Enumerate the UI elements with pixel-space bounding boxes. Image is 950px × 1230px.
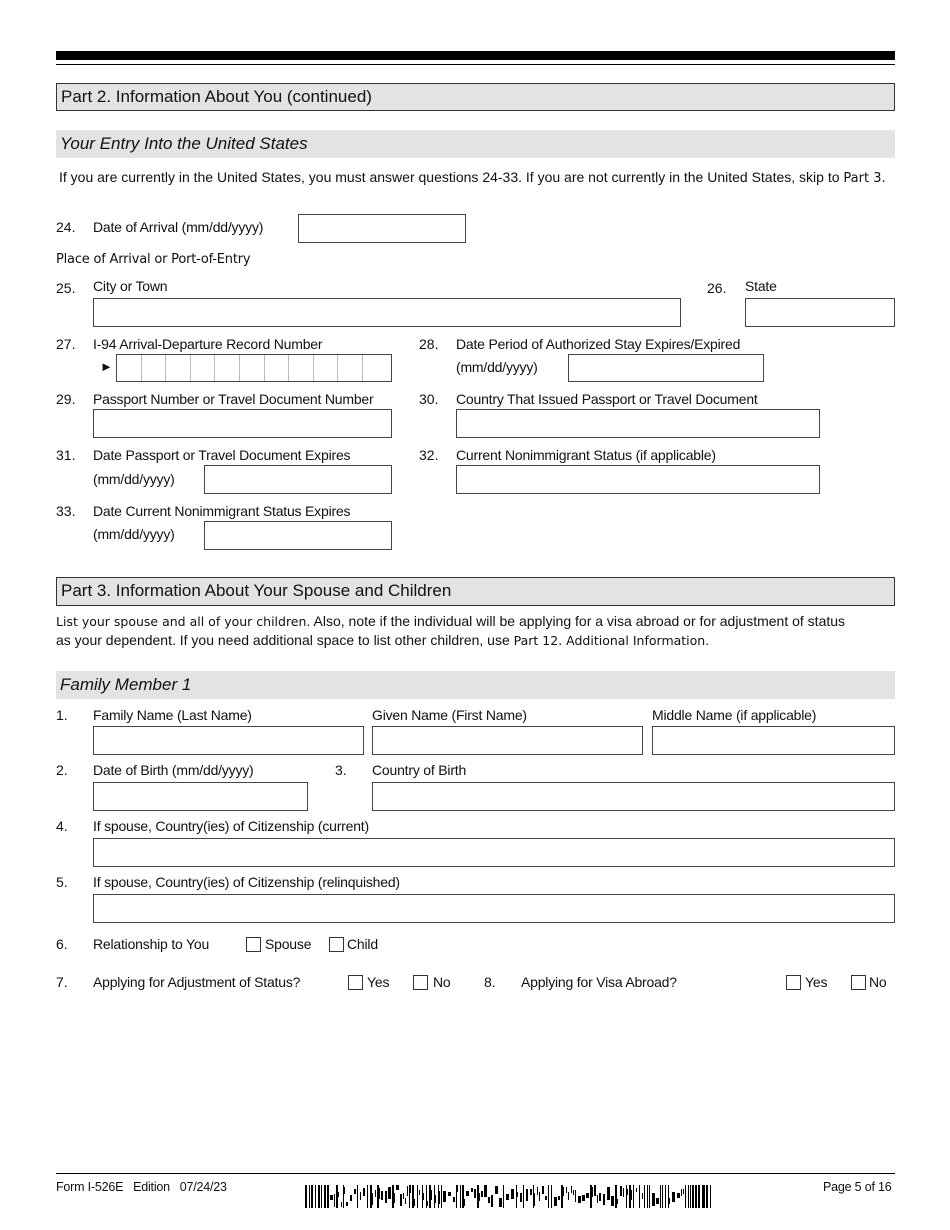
i94-number-field[interactable] bbox=[116, 354, 392, 382]
child-checkbox[interactable] bbox=[329, 937, 344, 952]
status-expiry-date-field[interactable] bbox=[204, 521, 392, 550]
top-thick-rule bbox=[56, 51, 895, 60]
fm1-q5-number: 5. bbox=[56, 874, 68, 890]
q26-label: State bbox=[745, 278, 777, 294]
q24-label: Date of Arrival (mm/dd/yyyy) bbox=[93, 219, 264, 235]
q27-label: I-94 Arrival-Departure Record Number bbox=[93, 336, 323, 352]
q28-format: (mm/dd/yyyy) bbox=[456, 359, 538, 375]
fm1-q2-number: 2. bbox=[56, 762, 68, 778]
place-of-arrival-heading: Place of Arrival or Port-of-Entry bbox=[56, 252, 251, 267]
authorized-stay-date-field[interactable] bbox=[568, 354, 764, 382]
section-your-entry: Your Entry Into the United States bbox=[56, 130, 895, 158]
date-of-arrival-field[interactable] bbox=[298, 214, 466, 243]
fm1-q1-number: 1. bbox=[56, 707, 68, 723]
visa-abroad-no-label: No bbox=[869, 974, 887, 990]
top-thin-rule bbox=[56, 64, 895, 65]
adjustment-yes-label: Yes bbox=[367, 974, 390, 990]
fm1-citizenship-current-field[interactable] bbox=[93, 838, 895, 867]
fm1-relationship-label: Relationship to You bbox=[93, 936, 210, 952]
fm1-q8-number: 8. bbox=[484, 974, 496, 990]
fm1-middle-name-label: Middle Name (if applicable) bbox=[652, 707, 817, 723]
q31-label: Date Passport or Travel Document Expires bbox=[93, 447, 351, 463]
footer-edition-label: Edition bbox=[133, 1180, 170, 1194]
city-or-town-field[interactable] bbox=[93, 298, 681, 327]
section-family-member-1: Family Member 1 bbox=[56, 671, 895, 699]
visa-abroad-no-checkbox[interactable] bbox=[851, 975, 866, 990]
q29-number: 29. bbox=[56, 391, 76, 407]
fm1-given-name-field[interactable] bbox=[372, 726, 643, 755]
fm1-dob-label: Date of Birth (mm/dd/yyyy) bbox=[93, 762, 254, 778]
visa-abroad-yes-label: Yes bbox=[805, 974, 828, 990]
adjustment-no-label: No bbox=[433, 974, 451, 990]
fm1-q7-number: 7. bbox=[56, 974, 68, 990]
part3-intro-rest2: as your dependent. If you need additional space to list other children, use bbox=[56, 632, 514, 648]
fm1-citizenship-current-label: If spouse, Country(ies) of Citizenship (current) bbox=[93, 818, 369, 834]
q33-label: Date Current Nonimmigrant Status Expires bbox=[93, 503, 351, 519]
q28-number: 28. bbox=[419, 336, 439, 352]
q32-number: 32. bbox=[419, 447, 439, 463]
arrow-icon: ► bbox=[100, 359, 113, 374]
fm1-given-name-label: Given Name (First Name) bbox=[372, 707, 527, 723]
fm1-country-of-birth-label: Country of Birth bbox=[372, 762, 467, 778]
fm1-country-of-birth-field[interactable] bbox=[372, 782, 895, 811]
passport-expiry-date-field[interactable] bbox=[204, 465, 392, 494]
passport-country-field[interactable] bbox=[456, 409, 820, 438]
nonimmigrant-status-field[interactable] bbox=[456, 465, 820, 494]
spouse-option-label: Spouse bbox=[265, 936, 312, 952]
footer-form-id bbox=[56, 1178, 227, 1196]
q31-number: 31. bbox=[56, 447, 76, 463]
q31-format: (mm/dd/yyyy) bbox=[93, 471, 175, 487]
fm1-visa-abroad-label: Applying for Visa Abroad? bbox=[521, 974, 677, 990]
adjustment-no-checkbox[interactable] bbox=[413, 975, 428, 990]
fm1-middle-name-field[interactable] bbox=[652, 726, 895, 755]
part3-header: Part 3. Information About Your Spouse and Children bbox=[56, 577, 895, 606]
fm1-q6-number: 6. bbox=[56, 936, 68, 952]
fm1-family-name-label: Family Name (Last Name) bbox=[93, 707, 252, 723]
part3-intro-line1 bbox=[56, 612, 895, 631]
q33-number: 33. bbox=[56, 503, 76, 519]
part3-intro-period: . bbox=[705, 632, 710, 648]
q28-label: Date Period of Authorized Stay Expires/Expired bbox=[456, 336, 741, 352]
part3-intro bbox=[56, 612, 895, 650]
q30-number: 30. bbox=[419, 391, 439, 407]
child-option-label: Child bbox=[347, 936, 378, 952]
fm1-dob-field[interactable] bbox=[93, 782, 308, 811]
adjustment-yes-checkbox[interactable] bbox=[348, 975, 363, 990]
passport-number-field[interactable] bbox=[93, 409, 392, 438]
fm1-citizenship-relinquished-field[interactable] bbox=[93, 894, 895, 923]
part3-intro-rest1: Also, note if the individual will be applying for a visa abroad or for adjustment of status bbox=[310, 613, 846, 629]
part3-intro-lead: List your spouse and all of your children. bbox=[56, 614, 311, 629]
q25-label: City or Town bbox=[93, 278, 168, 294]
barcode bbox=[305, 1185, 713, 1208]
footer-rule bbox=[56, 1173, 895, 1174]
q27-number: 27. bbox=[56, 336, 76, 352]
footer-page-number: Page 5 of 16 bbox=[823, 1180, 892, 1194]
q32-label: Current Nonimmigrant Status (if applicable) bbox=[456, 447, 716, 463]
q29-label: Passport Number or Travel Document Number bbox=[93, 391, 374, 407]
entry-intro bbox=[59, 168, 894, 188]
fm1-q4-number: 4. bbox=[56, 818, 68, 834]
q24-number: 24. bbox=[56, 219, 76, 235]
part2-header: Part 2. Information About You (continued) bbox=[56, 83, 895, 111]
footer-form-name: Form I-526E bbox=[56, 1180, 124, 1194]
part12-reference: Part 12. Additional Information bbox=[513, 633, 706, 648]
fm1-citizenship-relinquished-label: If spouse, Country(ies) of Citizenship (relinquished) bbox=[93, 874, 400, 890]
fm1-family-name-field[interactable] bbox=[93, 726, 364, 755]
q33-format: (mm/dd/yyyy) bbox=[93, 526, 175, 542]
state-field[interactable] bbox=[745, 298, 895, 327]
footer-edition-date: 07/24/23 bbox=[179, 1180, 227, 1194]
spouse-checkbox[interactable] bbox=[246, 937, 261, 952]
q26-number: 26. bbox=[707, 280, 727, 296]
part3-intro-line2 bbox=[56, 631, 895, 650]
q30-label: Country That Issued Passport or Travel Document bbox=[456, 391, 758, 407]
entry-intro-part3: Part 3. bbox=[843, 171, 886, 186]
fm1-q3-number: 3. bbox=[335, 762, 347, 778]
fm1-adjustment-label: Applying for Adjustment of Status? bbox=[93, 974, 301, 990]
q25-number: 25. bbox=[56, 280, 76, 296]
entry-intro-text: If you are currently in the United States, you must answer questions 24-33. If you are not currently in the United States, skip to bbox=[59, 169, 840, 185]
visa-abroad-yes-checkbox[interactable] bbox=[786, 975, 801, 990]
